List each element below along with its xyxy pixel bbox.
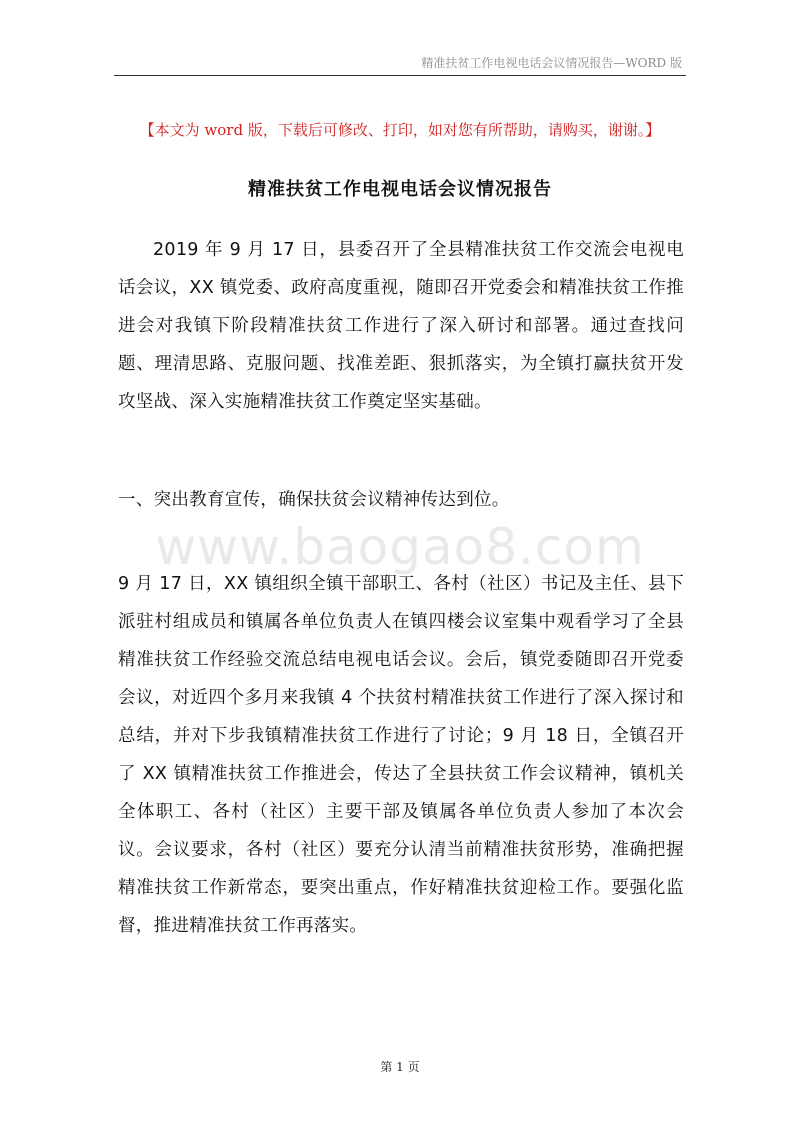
section-heading-1: 一、突出教育宣传，确保扶贫会议精神传达到位。 bbox=[118, 490, 510, 510]
watermark: www.baogao8.com bbox=[155, 518, 645, 576]
header-rule bbox=[114, 75, 686, 76]
paragraph-section-1: 9 月 17 日，XX 镇组织全镇干部职工、各村（社区）书记及主任、县下派驻村组成员和镇属各单位负责人在镇四楼会议室集中观看学习了全县精准扶贫工作经验交流总结电视电话会议。会后，镇党委随即召开党委会议，对近四个多月来我镇 4 个扶贫村精准扶贫工作进行了深入探讨和总结，并对下步我镇精准扶贫工作进行了讨论；9 月 18 日，全镇召开了 XX 镇精准扶贫工作推进会，传达了全县扶贫工作会议精神，镇机关全体职工、各村（社区）主要干部及镇属各单位负责人参加了本次会议。会议要求，各村（社区）要充分认清当前精准扶贫形势，准确把握精准扶贫工作新常态，要突出重点，作好精准扶贫迎检工作。要强化监督，推进精准扶贫工作再落实。 bbox=[118, 574, 684, 936]
page-number: 第 1 页 bbox=[380, 1060, 420, 1074]
paragraph-intro: 2019 年 9 月 17 日，县委召开了全县精准扶贫工作交流会电视电话会议，XX 镇党委、政府高度重视，随即召开党委会和精准扶贫工作推进会对我镇下阶段精准扶贫工作进行了深入研讨和部署。通过查找问题、理清思路、克服问题、找准差距、狠抓落实，为全镇打赢扶贫开发攻坚战、深入实施精准扶贫工作奠定坚实基础。 bbox=[118, 240, 684, 412]
running-header: 精准扶贫工作电视电话会议情况报告—WORD 版 bbox=[421, 56, 682, 70]
purchase-notice: 【本文为 word 版，下载后可修改、打印，如对您有所帮助，请购买，谢谢。】 bbox=[139, 121, 661, 139]
document-title: 精准扶贫工作电视电话会议情况报告 bbox=[248, 179, 552, 200]
